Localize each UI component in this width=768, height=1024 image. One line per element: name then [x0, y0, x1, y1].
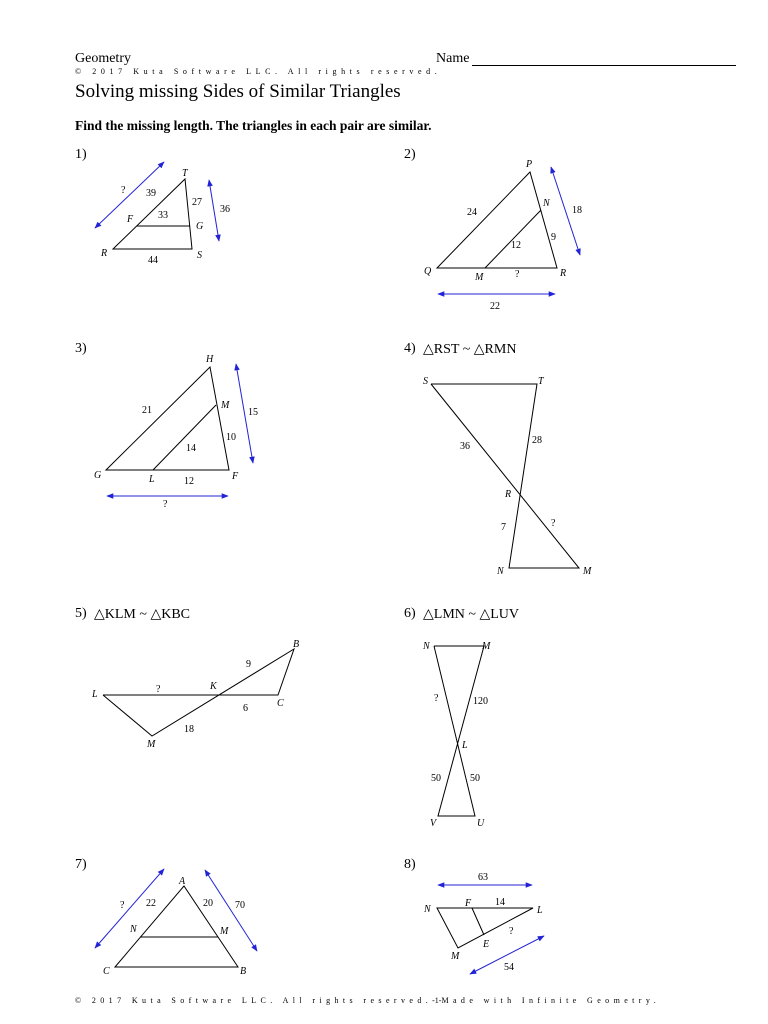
- problem-2-vertex-label: N: [543, 198, 550, 209]
- problem-2-vertex-label: M: [475, 272, 484, 283]
- problem-4-vertex-label: R: [505, 489, 512, 500]
- problem-6-vertex-label: U: [477, 818, 485, 829]
- problem-8-length-label: 54: [504, 962, 514, 973]
- instructions: Find the missing length. The triangles in each pair are similar.: [75, 118, 432, 133]
- problem-5-length-label: 18: [184, 724, 194, 735]
- problem-6-vertex-label: N: [423, 641, 430, 652]
- problem-7-length-label: 70: [235, 900, 245, 911]
- problem-4-vertex-label: S: [423, 376, 428, 387]
- problem-6-vertex-label: V: [430, 818, 437, 829]
- problem-5-figure: [103, 649, 294, 736]
- problem-2-vertex-label: Q: [424, 266, 432, 277]
- problem-6-length-label: 50: [470, 773, 480, 784]
- problem-3-length-label: 21: [142, 405, 152, 416]
- problem-1-vertex-label: F: [127, 214, 134, 225]
- problem-7-vertex-label: A: [179, 876, 186, 887]
- problem-8-parallel-segment: [472, 908, 484, 935]
- problem-5-vertex-label: C: [277, 698, 284, 709]
- problem-5-statement: △KLM ~ △KBC: [94, 607, 191, 622]
- problem-3-vertex-label: F: [232, 471, 239, 482]
- problem-5-length-label: 9: [246, 659, 251, 670]
- problem-1-vertex-label: T: [182, 168, 188, 179]
- problem-4-bowtie: [431, 384, 579, 568]
- problem-6-figure: [434, 646, 484, 816]
- problem-5-vertex-label: K: [210, 681, 217, 692]
- problem-4-vertex-label: T: [538, 376, 544, 387]
- problem-3-vertex-label: G: [94, 470, 102, 481]
- problem-4-figure: [431, 384, 579, 568]
- problem-7-vertex-label: C: [103, 966, 110, 977]
- problem-3-length-label: 12: [184, 476, 194, 487]
- problem-6-length-label: 50: [431, 773, 441, 784]
- problem-1-number: 1): [75, 147, 87, 162]
- problem-8-vertex-label: F: [465, 898, 472, 909]
- problem-3-length-label: ?: [163, 499, 168, 510]
- problem-8-vertex-label: E: [483, 939, 490, 950]
- problem-8-vertex-label: L: [537, 905, 543, 916]
- course-name: Geometry: [75, 51, 131, 66]
- problem-6-bowtie: [434, 646, 484, 816]
- problem-4-length-label: 36: [460, 441, 470, 452]
- problem-4-vertex-label: M: [583, 566, 592, 577]
- problem-2-length-label: 12: [511, 240, 521, 251]
- problem-6-length-label: ?: [434, 693, 439, 704]
- problem-6-number: 6): [404, 606, 416, 621]
- problem-4-length-label: 28: [532, 435, 542, 446]
- problem-2-length-label: 18: [572, 205, 582, 216]
- problem-7-vertex-label: B: [240, 966, 247, 977]
- problem-6-vertex-label: M: [482, 641, 491, 652]
- problem-5-vertex-label: L: [92, 689, 98, 700]
- problem-1-dimension-arrow: [209, 180, 219, 241]
- problem-1-vertex-label: G: [196, 221, 204, 232]
- problem-4-length-label: ?: [551, 518, 556, 529]
- problem-1-length-label: ?: [121, 185, 126, 196]
- problem-2-parallel-segment: [485, 210, 541, 268]
- problem-5-vertex-label: B: [293, 639, 300, 650]
- problem-2-vertex-label: P: [526, 159, 533, 170]
- problem-7-number: 7): [75, 857, 87, 872]
- problem-7-vertex-label: N: [130, 924, 137, 935]
- problem-6-vertex-label: L: [462, 740, 468, 751]
- problem-2-length-label: 22: [490, 301, 500, 312]
- problem-2-number: 2): [404, 147, 416, 162]
- problem-4-number: 4): [404, 341, 416, 356]
- problem-3-vertex-label: M: [221, 400, 230, 411]
- problem-8-number: 8): [404, 857, 416, 872]
- problem-2-length-label: ?: [515, 269, 520, 280]
- problem-5-number: 5): [75, 606, 87, 621]
- problem-1-length-label: 27: [192, 197, 202, 208]
- problem-3-length-label: 10: [226, 432, 236, 443]
- footer-page-number: -1-: [432, 996, 442, 1005]
- problem-1-vertex-label: S: [197, 250, 202, 261]
- problem-7-length-label: 22: [146, 898, 156, 909]
- problem-5-vertex-label: M: [147, 739, 156, 750]
- problem-4-vertex-label: N: [497, 566, 504, 577]
- problem-1-length-label: 36: [220, 204, 230, 215]
- problem-7-length-label: ?: [120, 900, 125, 911]
- problem-2-length-label: 24: [467, 207, 477, 218]
- problem-4-length-label: 7: [501, 522, 506, 533]
- problem-7-dimension-arrow: [205, 870, 257, 951]
- problem-3-length-label: 15: [248, 407, 258, 418]
- problem-7-length-label: 20: [203, 898, 213, 909]
- footer-copyright: [75, 996, 660, 1005]
- problem-2-figure: [437, 167, 580, 294]
- name-label: Name: [436, 51, 470, 66]
- problem-8-length-label: 14: [495, 897, 505, 908]
- worksheet-title: Solving missing Sides of Similar Triangles: [75, 81, 401, 102]
- problem-5-length-label: ?: [156, 684, 161, 695]
- problem-5-length-label: 6: [243, 703, 248, 714]
- problem-2-large-triangle: [437, 172, 557, 268]
- problem-8-length-label: 63: [478, 872, 488, 883]
- problem-2-vertex-label: R: [560, 268, 567, 279]
- footer-copyright-text: © 2017 Kuta Software LLC. All rights reserved.: [75, 996, 433, 1005]
- problem-3-length-label: 14: [186, 443, 196, 454]
- problem-8-vertex-label: M: [451, 951, 460, 962]
- problem-1-length-label: 39: [146, 188, 156, 199]
- problem-6-length-label: 120: [473, 696, 488, 707]
- footer-made-with: Made with Infinite Geometry.: [441, 996, 661, 1005]
- problem-7-figure: [95, 869, 257, 967]
- problem-1-vertex-label: R: [101, 248, 108, 259]
- problem-6-statement: △LMN ~ △LUV: [423, 607, 519, 622]
- problem-1-length-label: 33: [158, 210, 168, 221]
- problem-3-vertex-label: H: [206, 354, 214, 365]
- problem-7-vertex-label: M: [220, 926, 229, 937]
- problem-4-statement: △RST ~ △RMN: [423, 342, 517, 357]
- problem-3-number: 3): [75, 341, 87, 356]
- problem-1-length-label: 44: [148, 255, 158, 266]
- problem-3-figure: [106, 364, 253, 496]
- problem-8-vertex-label: N: [424, 904, 431, 915]
- problem-3-vertex-label: L: [149, 474, 155, 485]
- problem-5-bowtie: [103, 649, 294, 736]
- problem-8-length-label: ?: [509, 926, 514, 937]
- problem-2-length-label: 9: [551, 232, 556, 243]
- copyright-notice: © 2017 Kuta Software LLC. All rights reserved.: [75, 67, 442, 76]
